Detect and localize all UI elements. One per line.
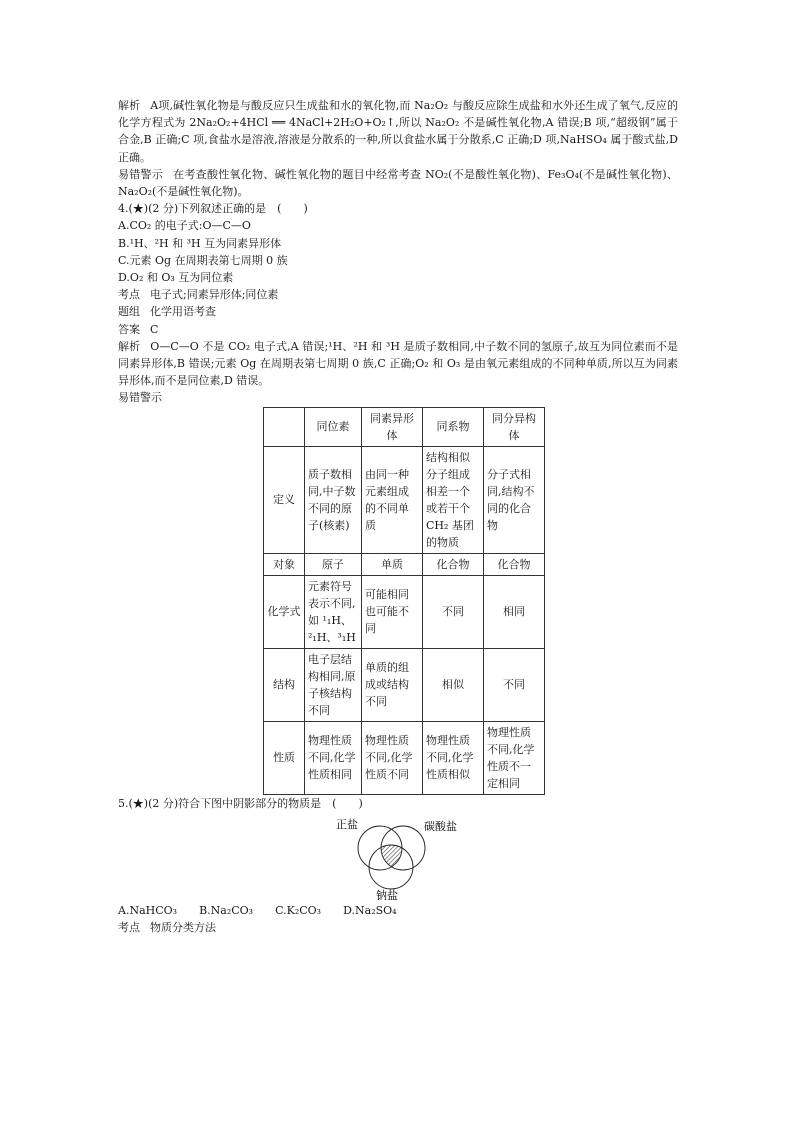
question-5-options <box>118 902 678 919</box>
document-page <box>118 97 678 936</box>
venn-svg <box>118 812 678 900</box>
analysis-text: A项,碱性氧化物是与酸反应只生成盐和水的氧化物,而 Na₂O₂ 与酸反应除生成盐和水外还生成了氧气,反应的化学方程式为 2Na₂O₂+4HCl ══ 4NaCl+2H₂O+O₂↑,所以 Na₂O₂ 不是碱性氧化物,A 错误;B 项,“超级钢”属于合金,B 正确;C 项,食盐水是溶液,溶液是分散系的一种,所以食盐水属于分散系,C 正确;D 项,NaHSO₄ 属于酸式盐,D 正确。 <box>118 99 679 164</box>
table-cell: 相似 <box>423 648 484 721</box>
question-5-option-b: B.Na₂CO₃ <box>199 903 254 917</box>
table-cell: 物理性质不同,化学性质相同 <box>305 721 362 794</box>
venn-label-bottom: 钠盐 <box>376 888 398 900</box>
question-4-answer: 答案 C <box>118 322 159 336</box>
table-cell: 化合物 <box>423 553 484 575</box>
table-cell: 化合物 <box>484 553 545 575</box>
table-row <box>264 446 545 553</box>
analysis-tag: 解析 <box>118 99 141 112</box>
table-header-cell: 同系物 <box>423 407 484 446</box>
question-5-kaodian: 考点 物质分类方法 <box>118 921 216 935</box>
table-cell: 单质 <box>362 553 423 575</box>
analysis-paragraph-q3 <box>118 97 678 166</box>
table-row <box>264 648 545 721</box>
table-header-cell: 同素异形体 <box>362 407 423 446</box>
warning-text: 在考查酸性氧化物、碱性氧化物的题目中经常考查 NO₂(不是酸性氧化物)、Fe₃O₄(不是碱性氧化物)、Na₂O₂(不是碱性氧化物)。 <box>118 167 678 199</box>
table-cell: 质子数相同,中子数不同的原子(核素) <box>305 446 362 553</box>
table-row <box>264 721 545 794</box>
question-5-stem: 5.(★)(2 分)符合下图中阴影部分的物质是 ( ) <box>118 796 363 810</box>
table-cell: 由同一种元素组成的不同单质 <box>362 446 423 553</box>
question-4-stem: 4.(★)(2 分)下列叙述正确的是 ( ) <box>118 202 308 216</box>
table-cell: 物理性质不同,化学性质不同 <box>362 721 423 794</box>
table-cell: 不同 <box>484 648 545 721</box>
table-row-label: 化学式 <box>264 575 305 648</box>
table-cell: 结构相似分子组成相差一个或若干个 CH₂ 基团的物质 <box>423 446 484 553</box>
table-row <box>264 575 545 648</box>
table-cell: 可能相同也可能不同 <box>362 575 423 648</box>
question-4-kaodian: 考点 电子式;同素异形体;同位素 <box>118 288 279 302</box>
warning-tag: 易错警示 <box>118 167 164 181</box>
table-cell: 物理性质不同,化学性质不一定相同 <box>484 721 545 794</box>
venn-diagram <box>118 812 678 900</box>
table-row <box>264 553 545 575</box>
question-4-option-b: B.¹H、²H 和 ³H 互为同素异形体 <box>118 236 282 250</box>
venn-label-right: 碳酸盐 <box>424 819 457 833</box>
table-row-label: 对象 <box>264 553 305 575</box>
table-row-label: 结构 <box>264 648 305 721</box>
question-4-analysis: 解析 O—C—O 不是 CO₂ 电子式,A 错误;¹H、²H 和 ³H 是质子数相同,中子数不同的氢原子,故互为同位素而不是同素异形体,B 错误;元素 Og 在周期表第七周期 0 族,C 正确;O₂ 和 O₃ 是由氧元素组成的不同种单质,所以互为同素异形体,而不是同位素,D 错误。 <box>118 339 679 388</box>
comparison-table <box>263 407 545 795</box>
question-5-option-d: D.Na₂SO₄ <box>343 903 397 917</box>
table-cell: 元素符号表示不同,如 ¹₁H、²₁H、³₁H <box>305 575 362 648</box>
question-4-option-a: A.CO₂ 的电子式:O—C—O <box>118 219 251 233</box>
table-cell: 电子层结构相同,原子核结构不同 <box>305 648 362 721</box>
question-5-option-c: C.K₂CO₃ <box>275 903 322 917</box>
table-header-row <box>264 407 545 446</box>
table-cell: 单质的组成或结构不同 <box>362 648 423 721</box>
question-4-warning-tag: 易错警示 <box>118 391 162 405</box>
warning-paragraph-q3 <box>118 166 678 200</box>
venn-label-left: 正盐 <box>336 817 358 831</box>
table-cell: 物理性质不同,化学性质相似 <box>423 721 484 794</box>
table-cell: 原子 <box>305 553 362 575</box>
table-row-label: 定义 <box>264 446 305 553</box>
table-cell: 不同 <box>423 575 484 648</box>
question-4-option-c: C.元素 Og 在周期表第七周期 0 族 <box>118 253 288 267</box>
question-4-option-d: D.O₂ 和 O₃ 互为同位素 <box>118 271 234 285</box>
table-header-cell <box>264 407 305 446</box>
question-5-option-a: A.NaHCO₃ <box>118 903 178 917</box>
table-cell: 分子式相同,结构不同的化合物 <box>484 446 545 553</box>
table-row-label: 性质 <box>264 721 305 794</box>
table-cell: 相同 <box>484 575 545 648</box>
table-header-cell: 同位素 <box>305 407 362 446</box>
table-header-cell: 同分异构体 <box>484 407 545 446</box>
question-4-tizu: 题组 化学用语考查 <box>118 305 216 319</box>
